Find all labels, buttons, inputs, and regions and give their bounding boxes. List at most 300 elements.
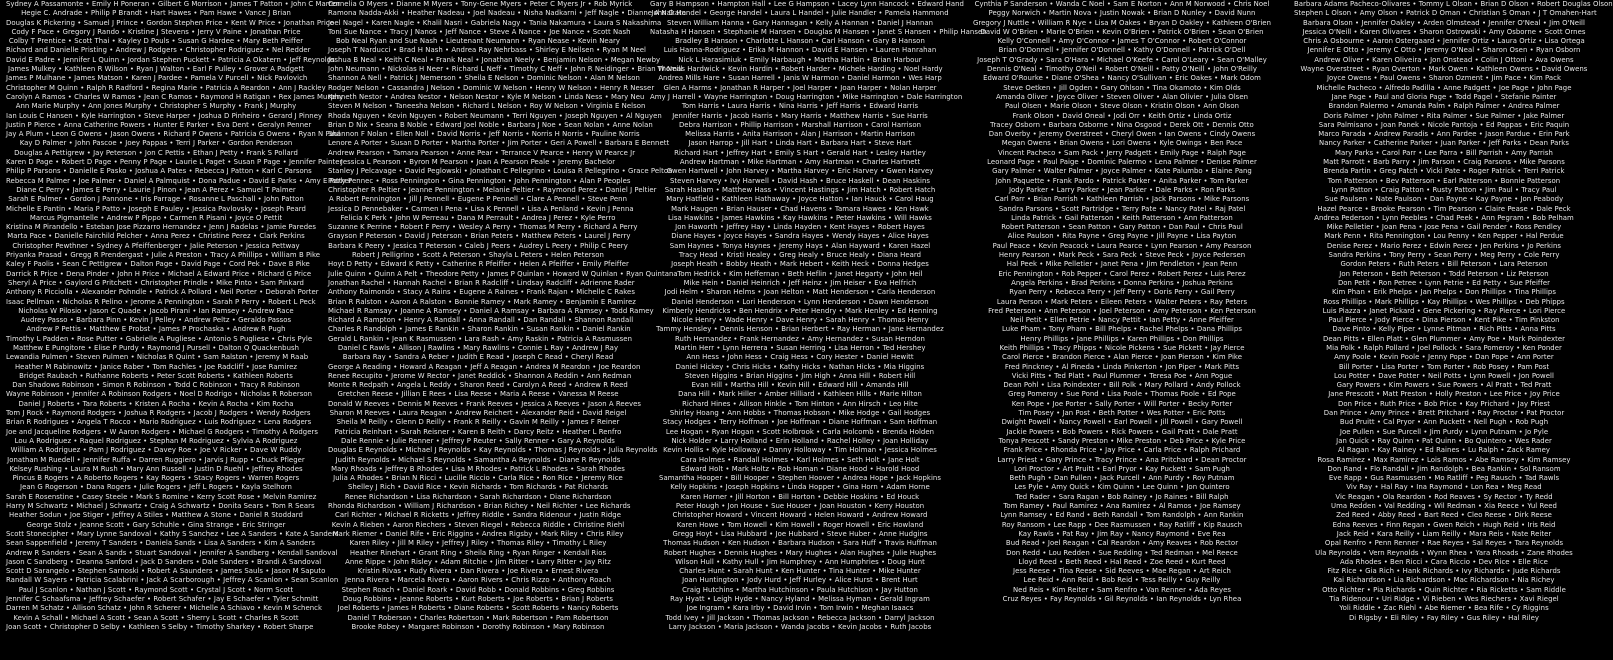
name-line: Sam Haynes • Tonya Haynes • Jeremy Hays • Alan Hayward • Karen Hazel [669, 241, 931, 250]
name-line: Marco Parada • Andrew Paradis • Ann Pardee • Jason Pardue • Erin Park [1318, 130, 1570, 139]
name-line: Sydney A Passamonte • Emily H Poneran • Gilbert G Morrison • James T Patton • John C Marren [6, 0, 340, 8]
name-line: Matthew E Pungitore • Elise P Purdy • Raymond J Pursell • Dalton Q Quackenbush [12, 343, 300, 352]
name-line: Mike Pelletier • Joan Pena • Jose Pena • Gail Pender • Ross Pendley [1326, 223, 1562, 232]
name-line: Renee Recupito • Jerome W Rector • Janet Reddick • Shannon A Reddin • Ann Redman [328, 371, 632, 380]
name-line: Angela Perkins • Brad Perkins • Donna Perkins • Joshua Perkins [1011, 278, 1233, 287]
name-line: Ross Phillips • Mark Phillips • Kay Phillips • Wes Phillips • Deb Phipps [1323, 297, 1565, 306]
name-line: Tia Ridenour • Uri Ridge • Vi Rieben • Wes Riechers • Xavi Riegel [1329, 595, 1559, 603]
name-line: Ken Pope • Joe Porter • Sally Porter • Will Porter • Becky Porter [1011, 399, 1233, 408]
name-line: Anthony Raimondo • Stacy A Rains • Eugene A Raines • Frank Rajan • Michelle C Rakes [328, 288, 635, 297]
name-line: David E Padre • Jennifer L Quinn • Jordan Stephen Puckett • Patricia A Okatern • Jeff Reynolds [6, 55, 335, 64]
name-line: Wilson Hull • Kathy Hull • Jim Humphrey • Ann Humphries • Doug Hunt [675, 557, 925, 566]
name-line: Anne Rippe • John Risley • Adam Ritchie • Jim Ritter • Larry Ritter • Jay Ritz [345, 557, 611, 566]
name-line: Luke Pham • Tony Pham • Bill Phelps • Rachel Phelps • Dana Phillips [1002, 325, 1242, 334]
name-line: Jay A Plum • Leon G Owens • Jason Owens • Richard P Owens • Patricia G Owens • Ryan N Paul [6, 130, 341, 139]
name-line: Richard A Rampton • Henry A Randall • Anna Randall • Dan Randall • Shannon Randall [328, 316, 634, 325]
name-line: Tim Posey • Jan Post • Beth Potter • Wes Potter • Eric Potts [1018, 409, 1226, 418]
name-line: Tom Ramey • Paul Ramirez • Ana Ramirez • Al Ramos • Joe Ramsey [1003, 502, 1241, 511]
name-line: Paul Olsen • Marie Olson • Steve Olson • Kristin Olson • Ann Olson [1004, 102, 1240, 111]
name-column [328, 0, 687, 660]
name-line: Kim Phan • Erik Phelps • Jan Phelps • Don Phillips • Tina Phillips [1332, 288, 1556, 297]
name-line: Sharon M Reeves • Laura Reagan • Andrew Reichert • Alexander Reid • David Reigel [329, 409, 627, 418]
name-line: A Robert Pennington • Jill J Pennell • Eugene P Pennell • Clare A Pennell • Steve Penn [328, 195, 628, 204]
name-line: Christopher R Peltier • Jeanne Pennington • Melanie Peltier • Raymond Perez • Daniel J Peltier [328, 185, 657, 194]
name-line: Richard and Danielle Pristing • Andrew J Rodgers • Christopher Rodriguez • Nel Redder [6, 46, 311, 55]
name-line: Joel Nagel • Karen Nagle • Khalil Nasri • Gabriela Nagy • Tania Nakamura • Laura S Nakashima [328, 18, 662, 27]
name-line: Andrea Mills Hare • Susan Harrell • Janis W Harmon • Daniel Harmon • Wes Harp [658, 74, 942, 83]
name-line: David W O'Brien • Marie O'Brien • Kevin O'Brien • Patrick O'Brien • Sean O'Brien [980, 27, 1264, 36]
name-line: Bud Pruitt • Cal Pryor • Ann Puckett • Nell Pugh • Rob Pugh [1339, 418, 1549, 427]
name-line: Todd Ivey • Jill Jackson • Thomas Jackson • Rebecca Jackson • Darryl Jackson [665, 613, 935, 622]
name-line: Zed Reed • Abby Reed • Bart Reed • Cleo Reese • Dirk Reese [1336, 511, 1552, 520]
name-line: Sue Paulsen • Nate Paulson • Dan Payne • Kay Payne • Jon Peabody [1324, 195, 1564, 204]
name-line: Uma Redden • Val Redding • Wil Redman • Xia Reece • Yul Reed [1331, 502, 1557, 511]
name-line: Yoli Riddle • Zac Riehl • Abe Riemer • Bea Rife • Cy Riggins [1339, 604, 1549, 613]
name-line: Donald W Reeves • Dennis M Reeves • Frank Reeves • Jessica A Reeves • Jason A Reeves [328, 399, 642, 408]
name-line: Tracey Osborn • Barbara Osborne • Nina Osgood • Derek Ott • Dennis Otto [990, 120, 1254, 129]
name-line: Jean G Rogerson • Dana Rogers • Julie Rogers • Jeff L Rogers • Kayla Stelhorn [20, 483, 292, 492]
name-line: Ruth Hernandez • Frank Hernandez • Amy Hernandez • Susan Herndon [675, 334, 925, 343]
name-line: Dan Shadows Robinson • Simon R Robinson • Todd C Robinson • Tracy R Robinson [12, 381, 300, 390]
name-line: James P Mulhane • James Matson • Karen J Pardee • Pamela V Purcell • Nick Pavlovich [6, 74, 308, 83]
name-line: Nancy Parker • Catherine Parker • Juan Parker • Jeff Parks • Dean Parks [1319, 139, 1569, 148]
name-line: Charles Hunt • Sarah Hunt • Ken Hunter • Tina Hunter • Mike Hunter [679, 567, 921, 576]
name-line: Hazel Pearce • Brooke Pearson • Tim Pearson • Claire Pease • Dale Peck [1317, 204, 1571, 213]
name-line: Brooke Robey • Margaret Robinson • Dorothy Robinson • Mary Robinson [351, 622, 605, 631]
name-line: Gwen Hartwell • John Harvey • Martha Harvey • Eric Harvey • Gwen Harvey [666, 167, 934, 176]
name-line: Douglas E Reynolds • Michael J Reynolds • Kay Reynolds • Thomas J Reynolds • Julia Reynolds [328, 446, 658, 455]
name-line: George Stolz • Jeanne Scott • Gary Schuhle • Gina Strange • Eric Stringer [26, 520, 286, 529]
name-line: Felicia K Perk • John W Perreau • Dana M Perrault • Andrea J Perez • Kyle Perro [340, 213, 616, 222]
name-line: Nicholas W Pilosio • Jason C Quade • Jacob Pirani • Ian Ramsey • Andrew Race [18, 306, 294, 315]
name-line: Andrew Hartman • Mike Hartman • Amy Hartman • Charles Hartnett [679, 158, 921, 167]
name-line: Michelle Pacheco • Alfredo Padilla • Anne Padgett • Joe Page • John Page [1316, 83, 1572, 92]
name-line: Mary Rhoads • Jeffrey B Rhodes • Lisa M Rhodes • Patrick L Rhodes • Sarah Rhodes [331, 464, 625, 473]
name-line: Joe Ingram • Kara Irby • David Irvin • Tom Irwin • Meghan Isaacs [686, 604, 914, 613]
name-line: John Paquette • Frank Pardo • Patrick Parker • Anita Parker • Tom Parker [995, 176, 1249, 185]
name-line: Henry Pearson • Mark Peck • Sara Peck • Steve Peck • Joyce Pedersen [998, 251, 1246, 260]
name-line: Lee Reid • Ann Reid • Bob Reid • Tess Reilly • Guy Reilly [1023, 576, 1221, 585]
name-line: Gary Palmer • Walter Palmer • Joyce Palmer • Kate Palumbo • Elaine Pang [992, 167, 1252, 176]
name-line: Daniel T Roberson • Charles Robertson • Mark Robertson • Pam Robertson [347, 613, 609, 622]
name-line: Lewandia Pulmen • Steven Pulmen • Nicholas R Quint • Sam Ralston • Jeremy M Raab [6, 353, 309, 362]
name-line: Joshua B Neal • Keith C Neal • Frank Neal • Jonathan Neely • Benjamin Nelson • Megan Newby [328, 55, 661, 64]
name-line: Joseph Heath • Bobby Heath • Mark Hebert • Keith Heck • Donna Hedges [671, 260, 929, 269]
name-line: Andrew R Sanders • Sean A Sands • Stuart Sandoval • Jennifer A Sandberg • Kendall Sandoval [6, 548, 338, 557]
name-line: Thomas Hudson • Ken Hudson • Barbara Hudson • Sara Huff • Travis Huffman [663, 539, 937, 548]
name-line: Vic Reagan • Ola Reardon • Rod Reaves • Sy Rector • Ty Redd [1335, 492, 1553, 501]
name-line: Vicki Pitts • Ted Platt • Paul Plummer • Teresa Poe • Ann Pogue [1011, 371, 1233, 380]
name-line: Henry Phillips • Jane Phillips • Karen Phillips • Don Phillips [1020, 334, 1224, 343]
name-line: Anthony R Picciolla • Alexander Pohndle • Patrick A Pollard • Neil Porter • Deborah Porter [6, 288, 319, 297]
name-line: Grayson P Peterson • David J Peterson • Brian Peters • Matthew Peters • Laurel J Perry [328, 232, 631, 241]
name-line: Pincus B Rogers • A Roberto Rogers • Kay Rogers • Stacy Rogers • Warren Rogers [12, 474, 300, 483]
name-line: Gerald L Rankin • Jean K Rasmussen • Lara Rash • Amy Raskin • Patricia A Rasmussen [328, 334, 632, 343]
name-line: Doris Palmer • John Palmer • Rita Palmer • Sue Palmer • Jake Palmer [1323, 111, 1565, 120]
name-line: Joyce Owens • Paul Owens • Sharon Ozment • Jim Pace • Kim Pack [1326, 74, 1562, 83]
name-line: Bob Neal Ryan and Sue Nash • Lieutenant Neumann • Ryan Nease • Kevin Neary [336, 37, 620, 46]
name-line: Sandra Perkins • Tony Perry • Sean Perry • Meg Perry • Cole Perry [1328, 251, 1560, 260]
name-line: Carol Pierce • Brandon Pierce • Alan Pierce • Joan Pierson • Kim Pike [1002, 353, 1242, 362]
name-line: Brandon Palermo • Amanda Palm • Ralph Palmer • Andrea Palmer [1328, 102, 1560, 111]
name-line: Lenore A Porter • Susan D Porter • Martha Porter • Jim Porter • Geri A Powell • Barbara E Bennett [328, 139, 670, 148]
name-line: Otto Richter • Pia Richards • Quin Richter • Ria Ricketts • Sam Riddle [1322, 585, 1566, 594]
name-line: Denise Perez • Mario Perez • Edwin Perez • Jen Perkins • Jo Perkins [1326, 241, 1562, 250]
name-line: Monte R Redpath • Angela L Reddy • Sharon Reed • Carolyn A Reed • Andrew R Reed [328, 381, 628, 390]
name-line: Timothy L Padden • Rose Putter • Gabrielle A Pugliese • Antonio S Pugliese • Chris Pyle [6, 334, 313, 343]
name-line: John Neumann • Nickolas H Neer • Richard L Neff • Timothy C Neff • John R Neidinger • Brian W Neill [328, 65, 683, 74]
name-column [650, 0, 987, 660]
name-line: Barbara K Peery • Jessica T Peterson • Caleb J Peers • Audrey L Peery • Philip C Peery [328, 241, 628, 250]
name-line: Jane Page • Paul and Gloria Page • Todd Pagel • Stefanie Painter [1331, 92, 1557, 101]
name-line: Isaac Pellman • Nicholas R Pelino • Jerome A Pennington • Sarah P Perry • Robert L Peck [6, 297, 316, 306]
name-line: Patty Pennec • Ross Pennington • Gina Pennington • John Pennington • Alan P Peoples [328, 176, 631, 185]
name-line: Joan Huntington • Jody Hurd • Jeff Hurley • Alice Hurst • Brent Hurt [682, 576, 918, 585]
name-line: Dean Pohl • Lisa Poindexter • Bill Polk • Mary Pollard • Andy Pollock [1003, 381, 1241, 390]
name-line: Darrick R Price • Dena Pinder • John H Price • Michael A Edward Price • Richard G Price [6, 269, 312, 278]
name-line: Chris A Osbourne • Aaron Ostergaard • Jennifer Ortiz • Laura Ortiz • Lisa Ortega [1303, 37, 1585, 46]
name-line: Bradley B Hanson • Charlotte L Hanson • Carl Hanson • Gary B Hanson [675, 37, 925, 46]
name-line: Fred Pinckney • Al Pineda • Linda Pinkerton • Jon Piper • Mark Pitts [1004, 362, 1240, 371]
name-line: Christopher M Quinn • Ralph R Radford • Regina Marie • Patricia A Reardon • Ann J Rackley [6, 83, 326, 92]
name-line: Justin P Pierce • Anna Catherine Powers • Hunter E Parker • Eva Dent • Geralyn Penner [6, 120, 312, 129]
name-line: Michelle E Pantin • Maria P Patto • Joseph E Pauley • Jessica Pavlovsky • Joseph Peard [6, 204, 306, 213]
name-line: Ryan Perry • Rebecca Perry • Jeff Perry • Doris Perry • Gail Perry [1009, 288, 1235, 297]
name-line: Samantha Hooper • Bill Hooper • Stephen Hoover • Andrea Hope • Jack Hopkins [659, 474, 941, 483]
name-line: Cruz Reyes • Fay Reynolds • Gil Reynolds • Ian Reynolds • Lyn Rhea [1002, 595, 1242, 603]
name-line: Kay Rawls • Pat Ray • Jim Ray • Nancy Raymond • Eve Rea [1018, 529, 1226, 538]
name-line: Jody Parker • Larry Parker • Jean Parker • Dale Parks • Ron Parks [1008, 185, 1236, 194]
name-line: Karen D Page • Robert D Page • Penny P Page • Laurie L Paget • Susan P Page • Jennifer Painter [6, 158, 343, 167]
name-line: Paul Peace • Kevin Peacock • Laura Pearce • Lynn Pearson • Amy Pearson [992, 241, 1252, 250]
name-line: Andrew Pearson • Tamara Pearson • Anne Pear • Terrance V Pearce • Henry W Pearce Jr [328, 148, 636, 157]
name-line: Dan Prince • Amy Prince • Brett Pritchard • Ray Proctor • Pat Proctor [1323, 409, 1565, 418]
name-line: Richard Hart • Jeffrey Hart • Emily S Hart • Gerald Hart • Lesley Hartley [674, 148, 926, 157]
name-line: Jonathan M Ruedell • Jennifer Ruffa • Darren Ruggiero • Jarvis J Rupp • Chuck Pfleger [7, 455, 305, 464]
name-line: Mike Hein • Daniel Heinrich • Jeff Heinz • Jim Heiser • Eva Helfrich [683, 278, 917, 287]
name-line: Di Rigsby • Eli Riley • Fay Riley • Gus Riley • Hal Riley [1348, 613, 1540, 622]
name-line: Steven Higgins • Brian Higgins • Jim High • Anna Hill • Robert Hill [684, 371, 916, 380]
name-line: Jason Harrop • Jill Hart • Linda Hart • Barbara Hart • Steve Hart [688, 139, 912, 148]
name-line: Hal Peek • Mike Pelletier • Janet Pena • Jim Pendleton • Jean Penn [1006, 260, 1238, 269]
name-line: Kay D Palmer • John Pascoe • Joey Pappas • Terri J Parker • Gordon Penderson [19, 139, 293, 148]
name-line: Jenna Rivera • Marcela Rivera • Aaron Rivers • Chris Rizzo • Anthony Roach [344, 576, 612, 585]
name-line: Keith Phillips • Tracy Phipps • Nicole Pickens • Sue Pickett • Jay Pierce [999, 343, 1245, 352]
name-line: Laura Person • Mark Peters • Eileen Peters • Walter Peters • Ray Peters [996, 297, 1248, 306]
name-line: Charles R Randolph • James E Rankin • Sharon Rankin • Susan Rankin • Daniel Rankin [328, 325, 631, 334]
name-line: Al Ragan • Kay Rainey • Ed Raines • Lu Ralph • Zack Ramey [1337, 446, 1551, 455]
name-line: Suzanne K Perrine • Robert F Perry • Wesley A Perry • Thomas M Perry • Richard A Perry [328, 223, 638, 232]
name-line: Toni Sue Nance • Tracy J Nanos • Jeff Nance • Steve A Nance • Joe Nance • Scott Nash [328, 27, 631, 36]
name-line: Cara Holmes • Randall Holmes • Karl Holmes • Seth Holt • Jane Holt [680, 455, 920, 464]
name-line: Mary Parks • Carol Parr • Lee Parra • Bill Parrish • Amy Parrish [1335, 148, 1553, 157]
name-line: Kristin Rivas • Rudy Rivera • Dan Rivera • Joe Rivera • Ernest Rivera [357, 567, 599, 576]
name-line: George A Reading • Howard A Reagan • Jeff A Reagan • Andrea M Reardon • Joe Reardon [328, 362, 641, 371]
name-line: Dana Hill • Mark Hiller • Amber Hilliard • Kathleen Hills • Marie Hilton [678, 390, 922, 399]
name-line: Tom Harris • Laura Harris • Nina Harris • Jeff Harris • Edward Harris [681, 102, 919, 111]
name-line: Philip P Parsons • Danielle E Pasko • Joshua A Pates • Rebecca J Patton • Karl C Parsons [6, 167, 312, 176]
name-line: Julia A Rhodes • Brian N Ricci • Lucille Riccio • Carla Rice • Ron Rice • Jeremy Rice [333, 474, 623, 483]
name-line: Douglas K Pickering • Samuel J Prince • Gordon Stephen Price • Kent W Price • Jonathan Price [6, 18, 334, 27]
name-line: Rosa Ramirez • Max Ramirez • Lois Ramos • Abe Ramsey • Kim Ramsey [1317, 455, 1571, 464]
name-line: Steven M Nelson • Taneesha Nelson • Richard L Nelson • Roy W Nelson • Virginia E Nelson [328, 102, 646, 111]
name-line: Kevin A Schall • Michael A Scott • Sean A Scott • Sherry L Scott • Charles R Scott [13, 613, 299, 622]
name-line: Nick Holder • Larry Holland • Erin Holland • Rachel Holley • Joan Holliday [671, 436, 929, 445]
name-line: Neil Petit • Ellen Petrie • Nancy Pettit • Ian Petty • Anne Pfeiffer [1010, 316, 1234, 325]
name-line: Jennifer C Schaafsma • Jeffrey Schaefer • Robert Schafer • Jay E Schaefer • Tyler Schmitt [6, 595, 319, 603]
name-line: Edward O'Rourke • Diane O'Shea • Nancy O'Sullivan • Eric Oakes • Mark Odom [983, 74, 1261, 83]
name-line: Christopher Pewthner • Sydney A Pfeiffenberger • Jalie Peterson • Jessica Pettway [12, 241, 300, 250]
name-line: Barbara Ray • Sandra A Reber • Judith E Read • Joseph C Read • Cheryl Read [342, 353, 614, 362]
name-line: Ian Louis C Hansen • Kyle Harrington • Steve Harper • Joshua D Pinheiro • Gerard J Pinney [6, 111, 323, 120]
name-line: Carl Richter • Michael R Ricketts • Jeffrey Riddle • Sandra Ridenour • Justin Ridge [334, 511, 621, 520]
name-line: Renee Richardson • Lisa Richardson • Sarah Richardson • Diane Richardson [344, 492, 612, 501]
name-line: Randall W Sayers • Patricia Scalabrini • Jack A Scarborough • Jeffrey A Scanlon • Sean Scanlon [6, 576, 339, 585]
name-line: Lou A Rodriguez • Raquel Rodriguez • Stephan M Rodriguez • Sylvia A Rodriguez [14, 436, 298, 445]
name-line: Jason C Sandberg • Deanna Sanford • Jack D Sanders • Dale Sanders • Brandi A Sandoval [6, 557, 322, 566]
name-line: Ramona Nadda-Akki • Heather Nadeau • Joel Nadeau • Nisha Nadkarni • Jeff Nagle • Dianne A Nakata [328, 9, 687, 18]
name-line: Opal Renfro • Penn Renner • Rae Reyes • Sal Reyes • Tara Reynolds [1324, 539, 1564, 548]
name-line: Kimberly Hendricks • Ben Hendrix • Peter Hendry • Mark Henley • Ed Henning [662, 306, 938, 315]
name-line: Jessica D Pennebaker • Carmen I Pena • Lisa K Pennell • Lisa A Penland • Kevin J Penna [328, 204, 634, 213]
name-line: Rodger Nelson • Cassandra J Nelson • Dominic W Nelson • Henry W Nelson • Henry R Nesser [328, 83, 655, 92]
name-line: Megan Owens • Brian Owens • Lori Owens • Kyle Owings • Ben Pace [1001, 139, 1243, 148]
name-line: Karen Howe • Tom Howell • Kim Howell • Roger Howell • Eric Howland [676, 520, 924, 529]
name-line: Amy Poole • Kevin Poole • Jenny Pope • Dan Pope • Ann Porter [1334, 353, 1554, 362]
name-line: Leonard Page • Paul Paige • Dominic Palermo • Lena Palmer • Denise Palmer [987, 158, 1257, 167]
name-line: Kevin A Rieben • Aaron Riechers • Steven Riegel • Rebecca Riddle • Christine Riehl [331, 520, 625, 529]
name-line: Jan Quick • Ray Quinn • Pat Quinn • Bo Quintero • Wes Rader [1336, 436, 1552, 445]
name-line: James Mulkey • Kathleen R Wilson • Ryan J Walton • Earl F Pulley • Grover A Padgett [8, 65, 304, 74]
name-line: Larry Priest • Gary Prince • Tracy Prince • Ana Pritchard • Dean Proctor [997, 455, 1247, 464]
name-line: Fitz Rice • Gia Rich • Hank Richards • Ivy Richards • Jude Richards [1327, 567, 1561, 576]
name-line: Debra Harrison • Phillip Harrison • Marshall Harrison • Carol Harrison [678, 120, 922, 129]
name-line: Harry M Schwartz • Michael J Schwartz • Craig A Schwartz • Donita Sears • Tom R Sears [6, 502, 315, 511]
name-line: Jessica O'Neill • Karen Olivares • Sharon Ostrowski • Amy Osborne • Scott Ornes [1302, 27, 1586, 36]
name-line: Wayne Robinson • Jennifer A Robinson Rodgers • Noel D Rodrigo • Nicholas R Roberson [6, 390, 313, 399]
name-line: Daniel Hickey • Chris Hicks • Kathy Hicks • Nathan Hicks • Mia Higgins [675, 362, 925, 371]
name-line: Barbara Adams Pacheco-Olivares • Tommy L Olson • Brian D Olson • Robert Douglas Olson [1294, 0, 1613, 8]
name-line: Scott D Sarangelo • Stephen Sarnoski • Robert A Saunders • James Sauls • Jason M Saputo [6, 567, 326, 576]
name-line: Steven Harvey • Ivy Harwell • David Hash • Bruce Haskell • Dean Haskins [669, 176, 931, 185]
name-line: Lisa Hawkins • James Hawkins • Kay Hawkins • Peter Hawkins • Will Hawks [668, 213, 932, 222]
name-line: Karen Horner • Jill Horton • Bill Horton • Debbie Hoskins • Ed Houck [680, 492, 920, 501]
name-line: Fred Peterson • Ann Peterson • Joel Peterson • Amy Peterson • Ken Peterson [988, 306, 1256, 315]
name-line: Joe Pullen • Sue Purcell • Jim Purdy • Lynn Putnam • Jo Pyle [1339, 427, 1549, 436]
name-line: Gary Powers • Kim Powers • Sue Powers • Al Pratt • Ted Pratt [1336, 381, 1552, 390]
name-line: Sean Sappenfield • Jeremy T Sanders • Daniela Sands • Lisa A Sanders • Kim A Sanders [6, 539, 315, 548]
name-line: Jon Haworth • Jeffrey Hay • Linda Hayden • Kent Hayes • Robert Hayes [675, 223, 925, 232]
name-line: Colby T Prentice • Scott Thai • Kayley D Pouls • Susan G Hardee • Mary Beth Peiffer [8, 37, 304, 46]
name-line: Paul Pierce • Jody Pierce • Dina Pierson • Kent Pike • Tim Pinkston [1328, 316, 1560, 325]
name-line: Hegie C. Andrade • Philip P Brandt • Hart Hawes • Pam Hawe • Vance J Brian [21, 9, 291, 18]
name-line: Kevin Hollis • Kyle Holloway • Danny Holloway • Tim Holman • Jessica Holmes [663, 446, 937, 455]
name-line: Audrey Passo • Barbara Pinn • Kevin J Pelley • Andrew Peltz • Geraldo Passos [20, 316, 292, 325]
name-line: Christopher Howard • Vincent Howard • Helen Howard • Andrew Howard [672, 511, 928, 520]
name-column [6, 0, 352, 660]
name-line: Tonya Prescott • Sandy Preston • Mike Preston • Deb Price • Kyle Price [998, 436, 1246, 445]
name-line: Natasha H Hansen • Stephanie M Hansen • Douglas M Hansen • Janet S Hansen • Philip Hansen [650, 27, 987, 36]
name-line: Cornelia O Myers • Dianne M Myers • Tony-Gene Myers • Peter C Myers Jr • Rob Myrick [328, 0, 633, 8]
name-line: Ted Rader • Sara Ragan • Bob Rainey • Jo Raines • Bill Ralph [1015, 492, 1229, 501]
name-line: Mia Polk • Ralph Pollard • Joel Pollock • Sara Pomeroy • Ken Ponder [1326, 343, 1562, 352]
name-line: Ann Marie Murphy • Ann Jones Murphy • Christopher S Murphy • Frank J Murphy [15, 102, 297, 111]
name-line: John D Hendel • George Handel • Laura L Handel • Julie Handler • Pamela Hammond [651, 9, 949, 18]
name-line: Cody F Pace • Gregory J Rando • Kristine J Stevens • Jerry V Paine • Jonathan Price [11, 27, 301, 36]
name-line: Eric Pennington • Rob Pepper • Carol Perez • Robert Perez • Luis Perez [998, 269, 1246, 278]
name-line: Jodi Helm • Sharon Helms • Joan Helton • Matt Henderson • Carla Henderson [664, 288, 936, 297]
name-line: Bridget Raubach • Ruthanne Roberts • Peter Scott Roberts • Kathleen Roberts [19, 371, 293, 380]
name-line: Lori Proctor • Art Pruitt • Earl Pryor • Kay Puckett • Sam Pugh [1014, 464, 1230, 473]
name-line: Sarah E Rosenstine • Casey Steele • Mark S Romine • Kerry Scott Rose • Melvin Ramirez [6, 492, 317, 501]
name-line: Dennis O'Neal • Timothy O'Neil • Robert O'Neill • Patty O'Neill • John O'Reilly [987, 65, 1257, 74]
name-line: Jonathan Rachel • Hannah Rachel • Brian R Radcliff • Lindsay Radcliff • Adrienne Rader [328, 278, 635, 287]
name-line: Mark Haugen • Brian Hauser • Chad Havens • Tamara Hawes • Ken Hawk [671, 204, 929, 213]
name-line: Julie Quinn • Quinn A Pelt • Theodore Petty • James P Quinlan • Howard W Quinlan • Ryan Quintana [328, 269, 678, 278]
name-line: Amanda Oliver • Joyce Oliver • Steven Oliver • Alan Olivier • Julia Olsen [995, 92, 1249, 101]
name-line: Ada Rhodes • Ben Ricci • Cara Riccio • Dev Rice • Elle Rice [1340, 557, 1548, 566]
name-line: Joseph T Narducci • Brad H Nash • Andrea Ray Nehrbass • Shirley E Neilsen • Ryan M Neel [328, 46, 647, 55]
name-line: Darren M Schatz • Allison Schatz • John R Scherer • Michelle A Schiavo • Kevin M Schenck [6, 604, 323, 613]
name-line: Roy Ransom • Lee Rapp • Dee Rasmussen • Ray Ratliff • Kip Rausch [1001, 520, 1243, 529]
name-line: Bill Porter • Lisa Porter • Tom Porter • Rob Posey • Pam Post [1338, 362, 1550, 371]
name-line: Joseph T O'Grady • Sara O'Hara • Michael O'Keefe • Carol O'Leary • Sean O'Malley [977, 55, 1267, 64]
name-line: Robert Hughes • Dennis Hughes • Mary Hughes • Alan Hughes • Julie Hughes [663, 548, 937, 557]
name-line: Kristina M Pirandello • Esteban Jose Pizzarro Hernandez • Jenn J Radelas • Jamie Paredes [6, 223, 317, 232]
name-line: Joe and Jacqueline Rodgers • W Aaron Rodgers • Michael G Rodgers • Timothy A Rodgers [6, 427, 319, 436]
name-line: Kaley F Paolis • Sean C Pettigrew • Dalton Page • David Page • Cord Pek • Dave B Pike [6, 260, 310, 269]
name-line: Ned Reis • Kim Reiter • Sam Renfro • Van Renner • Ada Reyes [1012, 585, 1232, 594]
name-line: Shirley Hoang • Ann Hobbs • Thomas Hobson • Mike Hodge • Gail Hodges [669, 409, 931, 418]
name-line: Beth Pugh • Dan Pullen • Jack Purcell • Ann Purdy • Roy Putnam [1009, 474, 1235, 483]
name-line: Larry Jackson • Maria Jackson • Wanda Jacobs • Kevin Jacobs • Ruth Jacobs [668, 622, 932, 631]
name-line: Robert Patterson • Sean Patton • Gary Patton • Dan Paul • Chris Paul [1001, 223, 1243, 232]
name-line: Daniel J Roberts • Tara Roberts • Kristen A Rocha • Kevin A Rocha • Kim Rocha [18, 399, 294, 408]
name-line: Diane C Perry • James E Perry • Laurie J Pinon • Jean A Perez • Samuel T Palmer [16, 185, 296, 194]
name-column [972, 0, 1272, 660]
name-line: Kenneth Nestor • Andrea Nestor • Nelson Nestor • Kyle M Nelson • Linda Ness • Mary Neu [328, 92, 645, 101]
name-line: Linda Patrick • Gail Patterson • Keith Patterson • Ann Patterson [1011, 213, 1233, 222]
name-line: Stephen Roach • Daniel Roark • David Robb • Donald Robbins • Greg Robbins [341, 585, 615, 594]
name-line: Jackie Powers • Bob Powers • Rick Powers • Gail Pratt • Dale Pratt [1006, 427, 1238, 436]
name-line: Vincent Pacheco • Sam Pack • Jerry Padgett • Emily Page • Ralph Page [998, 148, 1246, 157]
name-line: Kelly Hopkins • Joseph Hopkins • Linda Hopper • Gina Horn • Adam Horne [670, 483, 930, 492]
name-line: Luis Piazza • Janet Pickard • Gene Pickering • Ray Pierce • Lori Pierce [1322, 306, 1566, 315]
name-line: Viv Ray • Hal Ray • Ina Raymond • Lon Rea • Meg Read [1346, 483, 1542, 492]
name-line: Gretchen Reese • Jillian E Rees • Lisa Reese • Maria A Reese • Vanessa M Reese [337, 390, 619, 399]
name-line: Hoyt D Petty • Edward K Petty • Catherine R Pfeiffer • Helen A Pfeiffer • Emily Pfeiffer [328, 260, 629, 269]
name-line: Dale Rennie • Julie Renner • Jeffrey P Reuter • Sally Renner • Gary A Reynolds [341, 436, 615, 445]
name-line: Marcus Pigmantelle • Andrew P Pippo • Carmen R Pisani • Joyce O Pettit [29, 213, 283, 222]
name-line: Nicole Henry • Wade Henry • Dave Henry • Sarah Henry • Thomas Henry [671, 316, 929, 325]
name-line: Kelsey Rushing • Laura M Rush • Mary Ann Russell • Justin D Ruehl • Jeffrey Rhodes [9, 464, 303, 473]
name-line: Diane Hayes • Joyce Hayes • Sandra Hayes • Wendy Hayes • Alice Hayes [671, 232, 929, 241]
name-line: Brenda Partin • Greg Patch • Vicki Pate • Roger Patrick • Terri Patrick [1323, 167, 1565, 176]
name-line: Lloyd Reed • Beth Reed • Hal Reed • Zoe Reed • Kurt Reed [1018, 557, 1226, 566]
name-line: Judith Reynolds • Michael S Reynolds • Samantha A Reynolds • Diane R Reynolds [335, 455, 621, 464]
name-line: Lynn Patton • Craig Patton • Rusty Patton • Jim Paul • Tracy Paul [1331, 185, 1557, 194]
name-line: Alice Paulson • Rita Payne • Greg Payne • Jill Payne • Lisa Payton [1007, 232, 1237, 241]
name-line: Jack Reid • Kara Reilly • Liam Reilly • Mara Reis • Nate Reiter [1336, 529, 1552, 538]
name-line: Luis Hanna-Rodriguez • Erika M Hannon • David E Hansen • Lauren Hanrahan [663, 46, 937, 55]
name-line: Jennifer E Otto • Jeremy C Otto • Jeremy O'Neal • Sharon Osen • Ryan Osborn [1307, 46, 1581, 55]
name-line: Daniel Henderson • Lori Henderson • Lynn Henderson • Dawn Henderson [671, 297, 929, 306]
name-line: Paul J Scanlon • Nathan J Scott • Raymond Scott • Crystal J Scott • Norm Scott [18, 585, 294, 594]
name-line: Robert J Pelligrino • Scott A Peterson • Shayla L Peters • Helen Peterson [352, 251, 604, 260]
name-line: Richard Hines • Allison Hinkle • Tom Hinton • Ann Hirsch • Leo Hite [682, 399, 918, 408]
name-line: Rebecca M Palmer • Joe Palmer • Daniel A Palmquist • Dona Padue • David E Parks • Amy E Parker [6, 176, 352, 185]
name-line: Kelly O'Connell • Amy O'Connor • James T O'Connor • Robert O'Connor [997, 37, 1247, 46]
name-line: Frank Olson • David Oneal • Jodi Orr • Keith Ortiz • Linda Ortiz [1012, 111, 1232, 120]
name-line: Cynthia P Sanderson • Wanda C Noel • Sam E Norton • Ann M Norwood • Chris Noel [974, 0, 1270, 8]
name-line: Andrew P Pettis • Matthew E Probst • James P Prochaska • Andrew R Pugh [26, 325, 286, 334]
name-line: Gregory J Nuttle • William R Nye • Lisa M Oakes • Bryan D Oakley • Kathleen O'Brien [972, 18, 1271, 27]
name-line: Rhoda Nguyen • Kevin Nguyen • Robert Neumann • Terri Nguyen • Joseph Nguyen • Al Nguyen [328, 111, 662, 120]
name-line: Gordon Peters • Ruth Peters • Bill Peterson • Lara Peterson [1340, 260, 1548, 269]
name-line: Heather Sodun • Joe Stiger • Jeffrey A Stiles • Matthew A Stone • Daniel R Stoddard [9, 511, 303, 520]
name-line: Daniel C Rawls • Allison J Rawlins • Mary Rawlins • Connie L Ray • Andrew J Ray [337, 343, 619, 352]
name-line: Don Petit • Ron Petree • Lynn Petrie • Ed Petty • Sue Pfeiffer [1337, 278, 1551, 287]
name-line: Douglas A Pettigrew • Jay Peterson • Jon C Pettis • Ethan J Petty • Frank S Pollard [14, 148, 298, 157]
name-line: Tammy Hensley • Dennis Henson • Brian Herbert • Ray Herman • Jane Hernandez [656, 325, 944, 334]
name-line: Mark Riemer • Daniel Rife • Eric Riggins • Andrea Rigsby • Mark Riley • Chris Riley [332, 529, 624, 538]
name-line: Sheila M Reilly • Glenn D Reilly • Frank R Reilly • Gavin M Reilly • James F Reiner [336, 418, 620, 427]
name-line: Brian R Ralston • Aaron A Ralston • Bonnie Ramey • Mark Ramey • Benjamin E Ramirez [328, 297, 636, 306]
name-line: Don Redd • Lou Redden • Sue Redding • Ted Redman • Mel Reece [1006, 548, 1238, 557]
name-line: Sandra Parsons • Scott Partridge • Terry Pate • Nancy Patel • Raj Patel [998, 204, 1246, 213]
name-line: Mark Penn • Rita Pennington • Lou Penny • Ken Pepper • Hal Perdue [1324, 232, 1564, 241]
name-line: Evan Hill • Martha Hill • Kevin Hill • Edward Hill • Amanda Hill [691, 381, 909, 390]
name-line: Dave Pinto • Kelly Piper • Lynne Pitman • Rich Pitts • Anna Pitts [1332, 325, 1556, 334]
name-line: Peggy Norwich • Martin Nova • Justin Nowak • Brian D Nunley • David Nunn [988, 9, 1256, 18]
name-line: Karen Riley • Jill M Riley • Jeffrey J Riley • Thomas Riley • Timothy L Riley [349, 539, 607, 548]
name-line: Bud Read • Joel Reagan • Cal Reardon • Amy Reaves • Rob Rector [1005, 539, 1239, 548]
name-line: Wayne Overstreet • Ryan Overton • Mark Owen • Kathleen Owens • David Owens [1300, 65, 1588, 74]
name-line: Mary Hatfield • Kathleen Hathaway • Joyce Hatton • Ian Hauck • Carol Haug [666, 195, 934, 204]
name-line: Martin Herr • Lynn Herrera • Susan Herring • Lisa Herron • Ted Hershey [674, 343, 926, 352]
name-line: Jess Reese • Tina Reese • Sid Reeves • Mae Regan • Art Reich [1013, 567, 1231, 576]
name-line: Sheryl A Price • Gaylord G Pritchett • Christopher Prindle • Mike Pinto • Sam Pinkard [8, 278, 304, 287]
name-line: Lou Potter • Dave Potter • Neil Potts • Lynn Powell • Jon Powell [1334, 371, 1554, 380]
name-line: Shannon F Nolan • Ellen Noll • David Norris • Jeff Norris • Norris H Norris • Pauline Norris [328, 130, 640, 139]
name-line: Dwight Powell • Nancy Powell • Earl Powell • Jill Powell • Gary Powell [1001, 418, 1243, 427]
name-line: Ray Hyatt • Leigh Hyde • Nancy Hyland • Melissa Hyman • Gerald Ingram [670, 595, 930, 603]
name-line: Craig Hutchins • Martha Hutchinson • Paula Hutchison • Jay Hutton [682, 585, 918, 594]
name-line: Marta Pace • Danielle Fairchild Pelcher • Anna Perez • Christine Perez • Clark Perkins [7, 232, 305, 241]
name-line: Steve Oetken • Jill Ogden • Gary Ohlson • Tina Okamoto • Kim Olds [1003, 83, 1241, 92]
name-line: Brian R Rodrigues • Angela T Rocco • Mario Rodriguez • Luis Rodriguez • Lena Rodgers [6, 418, 312, 427]
name-line: William A Rodriguez • Pam J Rodriguez • Davey Roe • Joe V Ricker • Dave W Ruddy [10, 446, 302, 455]
name-line: Shannon A Nell • Patrick J Nemerson • Sheila E Nelson • Dominic Nelson • Alan M Nelson [328, 74, 640, 83]
name-line: Michael R Ramsay • Joanne A Ramsey • Daniel A Ramsay • Barbara A Ramsey • Todd Ramey [328, 306, 654, 315]
name-line: Priyanka Prasad • Gregg R Prendergast • Julie A Preston • Tracy A Phillips • William B Pike [6, 251, 321, 260]
name-line: Kai Richardson • Lia Richardson • Mac Richardson • Nia Richey [1333, 576, 1555, 585]
name-line: Stephen L Olson • Amy Olson • Patrick D Oman • Christian S Oman • J T Omahen-Hart [1294, 9, 1597, 18]
name-line: Rhonda Richardson • William J Richardson • Brian Richey • Neil Richter • Lee Richards [328, 502, 631, 511]
name-line: Barbara Olson • Jennifer Oakley • Arden Olmstead • Jennifer O'Neal • Jim O'Neill [1303, 18, 1585, 27]
name-line: Tracy Head • Kristi Healey • Greg Healy • Bruce Healy • Diana Heard [678, 251, 922, 260]
name-line: Eve Rapp • Gus Rasmussen • Mo Ratliff • Peg Rausch • Tad Rawls [1328, 474, 1560, 483]
name-line: Lee Hogan • Ryan Hogan • Scott Holbrook • Carla Holcomb • Brenda Holden [665, 427, 935, 436]
name-column [1294, 0, 1613, 660]
name-line: Carolyn A Ramos • Charles W Ramos • Jean C Ramos • Raymond H Ratigan • Rex James Murphy [6, 92, 344, 101]
name-line: Andrew Oliver • Karen Oliveira • Jon Onstead • Colin J Ottoni • Ava Owens [1314, 55, 1574, 64]
name-line: Greg Pomeroy • Sue Pond • Lisa Poole • Thomas Poole • Ed Pope [1008, 390, 1236, 399]
name-line: Jane Prescott • Matt Preston • Holly Preston • Lee Price • Joy Price [1328, 390, 1560, 399]
name-line: Peter Hough • Jon House • Sue Houser • Joan Houston • Kerry Houston [675, 502, 925, 511]
name-line: Sarah E Palmer • Gordon J Pannone • Iris Parrage • Rosanne L Paschall • John Patton [8, 195, 304, 204]
name-line: Brian D Nix • Seana B Noble • Edward Joel Noble • Barbara J Noe • Sean Nolan • Anne Nolan [328, 120, 653, 129]
